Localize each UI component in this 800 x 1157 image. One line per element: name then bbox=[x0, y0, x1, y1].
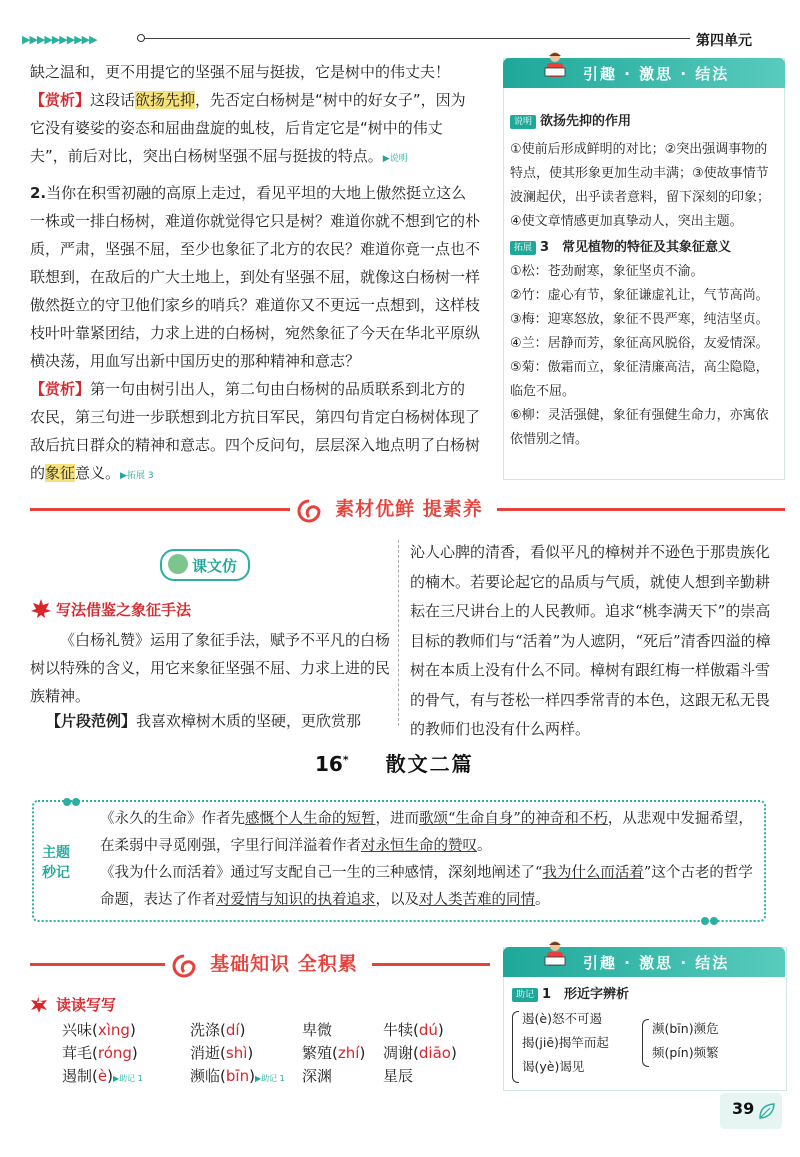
appreciation-tag: 【赏析】 bbox=[30, 380, 91, 398]
vocab-word: 兴味(xìng) bbox=[62, 1021, 136, 1039]
section-banner bbox=[290, 494, 497, 524]
char-item: 频(pín)频繁 bbox=[652, 1045, 719, 1060]
vocab-word: 星辰 bbox=[383, 1067, 414, 1085]
line0: 缺之温和，更不用提它的坚强不屈与挺拔，它是树中的伟丈夫！ bbox=[30, 63, 451, 81]
vocab-word: 遏制(è)▶助记 1 bbox=[62, 1067, 143, 1085]
appr2-a: 第一句由树引出人，第二句由白杨树的品质联系到北方的农民，第三句进一步联想到北方抗日军民，第四句肯定白杨树体现了敌后抗日群众的精神和意志。四个反问句，层层深入地点明了白杨树的 bbox=[30, 380, 481, 482]
section-banner-title: 素材优鲜 提素养 bbox=[327, 498, 491, 520]
highlight-text: 象征 bbox=[45, 464, 76, 482]
sample-continued: 沁人心脾的清香，看似平凡的樟树并不逊色于那贵族化的楠木。若要论起它的品质与气质，就使人想到辛勤耕耘在三尺讲台上的人民教师。追求“桃李满天下”的崇高目标的教师们与“活着”为人遮阴，“死后”清香四溢的樟树在本质上没有什么不同。樟树有跟红梅一样傲霜斗雪的骨气，有与苍松一样四季常青的本色，这跟无私无畏的教师们也没有什么两样。 bbox=[410, 543, 771, 738]
sample-tag: 【片段范例】 bbox=[46, 712, 137, 730]
section-banner-title: 基础知识 全积累 bbox=[202, 953, 366, 975]
theme-p2-a: 《我为什么而活着》通过写支配自己一生的三种感情，深刻地阐述了“ bbox=[100, 865, 543, 881]
reader-figure-icon bbox=[543, 939, 567, 975]
sidebar-band bbox=[503, 58, 785, 88]
lesson-star: * bbox=[342, 753, 349, 767]
list-item: ④兰：居静而芳，象征高风脱俗，友爱情深。 bbox=[510, 336, 769, 351]
sidebar-heading: 欲扬先抑的作用 bbox=[540, 114, 632, 129]
underlined-phrase: 对永恒生命的赞叹 bbox=[361, 838, 477, 854]
vocab-word: 卑微 bbox=[302, 1021, 333, 1039]
tag-badge: 说明 bbox=[510, 115, 536, 129]
section-banner bbox=[165, 949, 372, 979]
lesson-imitation-badge bbox=[160, 549, 250, 581]
vocab-word: 深渊 bbox=[302, 1067, 333, 1085]
sidebar-band-label: 引趣 · 激思 · 结法 bbox=[583, 65, 730, 83]
section-title: 读读写写 bbox=[56, 996, 117, 1014]
vocab-word: 茸毛(róng) bbox=[62, 1044, 138, 1062]
appreciation-2 bbox=[30, 375, 480, 490]
sidebar-para: ①使前后形成鲜明的对比；②突出强调事物的特点，使其形象更加生动丰满；③使故事情节波澜起伏，出乎读者意料，留下深刻的印象；④使文章情感更加真挚动人，突出主题。 bbox=[510, 142, 771, 229]
sidebar-heading: 3 常见植物的特征及其象征意义 bbox=[540, 240, 732, 255]
question-2 bbox=[30, 179, 480, 375]
underlined-phrase: 我为什么而活着 bbox=[542, 865, 644, 881]
char-item: 濒(bīn)濒危 bbox=[652, 1021, 719, 1036]
quote-mark-icon bbox=[62, 793, 82, 812]
list-item: ③梅：迎寒怒放，象征不畏严寒，纯洁坚贞。 bbox=[510, 312, 769, 327]
vocab-word: 凋谢(diāo) bbox=[383, 1044, 457, 1062]
ref-link[interactable]: ▶助记 1 bbox=[112, 1074, 143, 1083]
appr1-a: 这段话 bbox=[90, 91, 136, 109]
technique-text: 《白杨礼赞》运用了象征手法，赋予不平凡的白杨树以特殊的含义，用它来象征坚强不屈、力求上进的民族精神。 bbox=[30, 631, 391, 705]
list-item: ①松：苍劲耐寒，象征坚贞不渝。 bbox=[510, 264, 704, 279]
leaf-icon bbox=[758, 1102, 776, 1120]
maple-leaf-icon bbox=[30, 598, 52, 624]
ref-link[interactable]: ▶拓展 3 bbox=[120, 471, 154, 481]
vocab-word: 洗涤(dí) bbox=[190, 1021, 246, 1039]
header-arrows: ▶▶▶▶▶▶▶▶▶▶ bbox=[22, 33, 97, 46]
list-item: ⑥柳：灵活强健，象征有强健生命力，亦寓依依惜别之情。 bbox=[510, 408, 769, 447]
technique-title: 写法借鉴之象征手法 bbox=[56, 601, 192, 619]
theme-p1-c: ，从悲观中发掘希望，在柔弱中寻觅刚强，字里行间洋溢着作者 bbox=[100, 811, 753, 854]
char-item: 揭(jiē)揭竿而起 bbox=[522, 1035, 609, 1050]
header-dot bbox=[137, 34, 145, 42]
sample-left: 我喜欢樟树木质的坚硬，更欣赏那 bbox=[136, 712, 362, 730]
column-divider bbox=[398, 540, 399, 726]
badge-label: 课文仿 bbox=[192, 557, 238, 575]
highlight-text: 欲扬先抑 bbox=[135, 91, 196, 109]
vocab-word: 濒临(bīn)▶助记 1 bbox=[190, 1067, 285, 1085]
question-number: 2. bbox=[30, 184, 47, 202]
unit-title: 第四单元 bbox=[690, 30, 758, 50]
swirl-icon bbox=[296, 498, 322, 524]
question-text: 当你在积雪初融的高原上走过，看见平坦的大地上傲然挺立这么一株或一排白杨树，难道你就觉得它只是树？难道你就不想到它的朴质，严肃，坚强不屈，至少也象征了北方的农民？难道你竟一点也不联想到，在敌后的广大土地上，到处有坚强不屈，就像这白杨树一样傲然挺立的守卫他们家乡的哨兵？难道你又不更远一点想到，这样枝枝叶叶靠紧团结，力求上进的白杨树，宛然象征了今天在华北平原纵横决荡，用血写出新中国历史的那种精神和意志？ bbox=[30, 184, 481, 370]
underlined-phrase: 对爱情与知识的执着追求 bbox=[216, 892, 376, 908]
underlined-phrase: 歌颂“生命自身”的神奇和不朽 bbox=[419, 811, 608, 827]
sidebar-content bbox=[512, 982, 782, 1085]
underlined-phrase: 感慨个人生命的短暂 bbox=[245, 811, 376, 827]
vocab-word: 繁殖(zhí) bbox=[302, 1044, 366, 1062]
sidebar-heading: 1 形近字辨析 bbox=[542, 987, 630, 1002]
theme-label: 主题秒记 bbox=[42, 845, 70, 881]
quote-mark-icon bbox=[700, 912, 720, 931]
vocab-word: 消逝(shì) bbox=[190, 1044, 254, 1062]
list-item: ⑤菊：傲霜而立，象征清廉高洁，高尘隐隐，临危不屈。 bbox=[510, 360, 769, 399]
left-text-block bbox=[30, 58, 480, 490]
appr2-b: 意义。 bbox=[75, 464, 121, 482]
swirl-icon bbox=[171, 953, 197, 979]
section-number: 1 bbox=[36, 995, 43, 1006]
tag-badge: 拓展 bbox=[510, 241, 536, 255]
char-item: 遏(è)怒不可遏 bbox=[522, 1011, 602, 1026]
appreciation-1 bbox=[30, 86, 480, 173]
theme-p2-d: 。 bbox=[535, 892, 550, 908]
ref-link[interactable]: ▶说明 bbox=[382, 154, 408, 164]
tag-badge: 助记 bbox=[512, 988, 538, 1002]
theme-text bbox=[100, 806, 760, 914]
lesson-name: 散文二篇 bbox=[385, 752, 474, 776]
underlined-phrase: 对人类苦难的同情 bbox=[419, 892, 535, 908]
sidebar-content bbox=[510, 110, 780, 452]
theme-p1-b: ，进而 bbox=[375, 811, 419, 827]
char-item: 谒(yè)谒见 bbox=[522, 1059, 585, 1074]
bracket bbox=[512, 1011, 519, 1083]
vocab-word: 牛犊(dú) bbox=[383, 1021, 444, 1039]
book-icon bbox=[168, 554, 188, 574]
appreciation-tag: 【赏析】 bbox=[30, 91, 91, 109]
sample-start bbox=[46, 707, 396, 735]
page-number: 39 bbox=[732, 1099, 755, 1118]
list-item: ②竹：虚心有节，象征谦虚礼让，气节高尚。 bbox=[510, 288, 769, 303]
page-number-badge bbox=[720, 1093, 782, 1129]
header-rule bbox=[140, 38, 740, 39]
lesson-number: 16 bbox=[315, 752, 343, 776]
bracket bbox=[642, 1019, 649, 1067]
lesson-title bbox=[315, 748, 474, 777]
theme-p2-c: ，以及 bbox=[375, 892, 419, 908]
ref-link[interactable]: ▶助记 1 bbox=[254, 1074, 285, 1083]
theme-p1-a: 《永久的生命》作者先 bbox=[100, 811, 245, 827]
reader-figure-icon bbox=[543, 50, 567, 86]
appr1-b: ，先否定白杨树是“树中的好女子”，因为它没有婆娑的姿态和屈曲盘旋的虬枝，后肯定它是“树中的伟丈夫”，前后对比，突出白杨树坚强不屈与挺拔的特点。 bbox=[30, 91, 466, 165]
theme-p1-d: 。 bbox=[477, 838, 492, 854]
sidebar-band bbox=[503, 947, 785, 977]
theme-p2-b: ”这个古老的哲学命题，表达了作者 bbox=[100, 865, 753, 908]
sidebar-band-label: 引趣 · 激思 · 结法 bbox=[583, 954, 730, 972]
